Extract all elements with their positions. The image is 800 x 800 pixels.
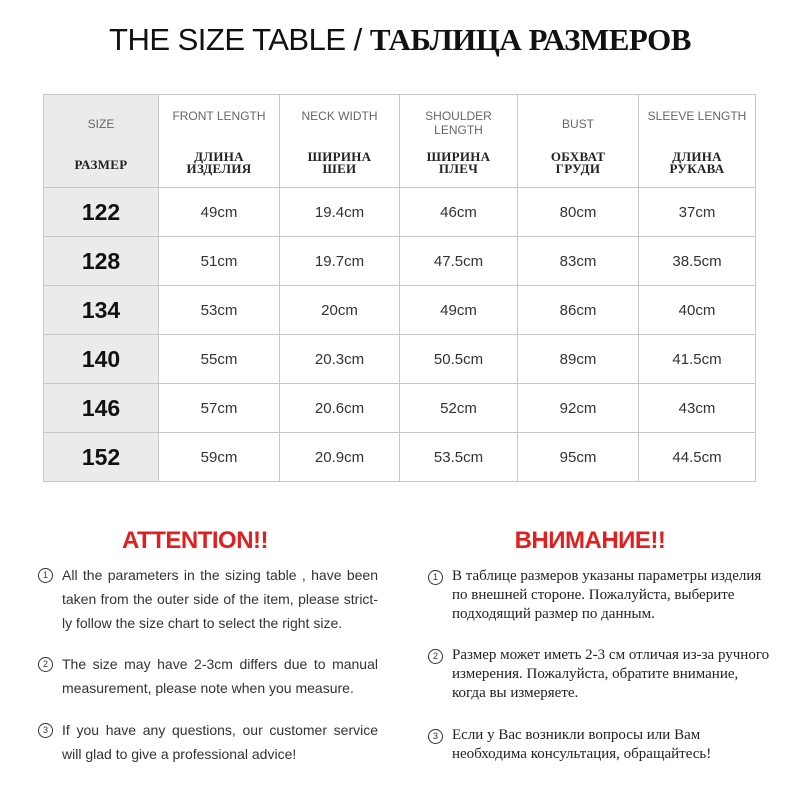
note-text: If you have any questions, our customer service will glad to give a professional advice! <box>62 722 378 762</box>
header-size <box>44 95 159 188</box>
table-cell: 47.5cm <box>400 237 518 286</box>
circled-number-icon: 2 <box>428 649 443 664</box>
header-label-ru: РАЗМЕР <box>74 157 128 172</box>
table-cell: 53.5cm <box>400 433 518 482</box>
table-cell: 20cm <box>280 286 400 335</box>
header-label-ru: ДЛИНА ИЗДЕЛИЯ <box>186 149 252 176</box>
table-cell: 49cm <box>159 188 280 237</box>
note-text: The size may have 2-3cm differs due to manual measurement, please note when you measure. <box>62 656 378 696</box>
header-label-ru: ШИРИНА ПЛЕЧ <box>426 149 491 176</box>
table-cell: 49cm <box>400 286 518 335</box>
table-cell: 20.6cm <box>280 384 400 433</box>
size-cell: 122 <box>44 188 159 237</box>
table-row <box>44 384 756 433</box>
table-row <box>44 188 756 237</box>
table-cell: 19.4cm <box>280 188 400 237</box>
table-row <box>44 335 756 384</box>
table-cell: 50.5cm <box>400 335 518 384</box>
table-cell: 57cm <box>159 384 280 433</box>
header-shoulder-length <box>400 95 518 188</box>
header-neck-width <box>280 95 400 188</box>
header-label-en: SHOULDER LENGTH <box>425 109 492 137</box>
note-ru-1 <box>428 567 773 624</box>
size-cell: 146 <box>44 384 159 433</box>
table-cell: 40cm <box>639 286 756 335</box>
table-cell: 20.3cm <box>280 335 400 384</box>
table-cell: 41.5cm <box>639 335 756 384</box>
table-cell: 43cm <box>639 384 756 433</box>
table-cell: 89cm <box>518 335 639 384</box>
header-label-ru: ДЛИНА РУКАВА <box>669 149 725 176</box>
attention-heading-ru: ВНИМАНИЕ!! <box>514 527 666 554</box>
title-ru: ТАБЛИЦА РАЗМЕРОВ <box>369 22 691 57</box>
table-row <box>44 286 756 335</box>
note-en-2 <box>38 652 378 700</box>
page-title <box>0 22 800 58</box>
circled-number-icon: 3 <box>428 729 443 744</box>
circled-number-icon: 1 <box>428 570 443 585</box>
header-bust <box>518 95 639 188</box>
table-cell: 86cm <box>518 286 639 335</box>
table-row <box>44 433 756 482</box>
circled-number-icon: 1 <box>38 568 53 583</box>
table-row <box>44 237 756 286</box>
note-en-3 <box>38 718 378 766</box>
note-text: All the parameters in the sizing table , have been taken from the outer side of the item, please strict-ly follow the size chart to select the right size. <box>62 567 378 631</box>
header-front-length <box>159 95 280 188</box>
size-table <box>43 94 756 482</box>
header-label-en: FRONT LENGTH <box>172 109 266 123</box>
header-sleeve-length <box>639 95 756 188</box>
table-cell: 44.5cm <box>639 433 756 482</box>
note-ru-3 <box>428 726 773 764</box>
table-cell: 59cm <box>159 433 280 482</box>
header-label-en: BUST <box>561 117 594 131</box>
table-header-row <box>44 95 756 188</box>
note-text: В таблице размеров указаны параметры изделия по внешней стороне. Пожалуйста, выберите подходящий размер по данным. <box>452 568 762 622</box>
table-cell: 53cm <box>159 286 280 335</box>
size-cell: 134 <box>44 286 159 335</box>
size-cell: 152 <box>44 433 159 482</box>
table-cell: 37cm <box>639 188 756 237</box>
table-cell: 19.7cm <box>280 237 400 286</box>
header-label-en: NECK WIDTH <box>301 109 378 123</box>
header-label-en: SIZE <box>87 117 115 131</box>
table-cell: 83cm <box>518 237 639 286</box>
note-text: Если у Вас возникли вопросы или Вам необходима консультация, обращайтесь! <box>452 727 712 762</box>
table-cell: 46cm <box>400 188 518 237</box>
table-cell: 55cm <box>159 335 280 384</box>
table-cell: 95cm <box>518 433 639 482</box>
note-ru-2 <box>428 646 773 703</box>
note-text: Размер может иметь 2-3 см отличая из-за ручного измерения. Пожалуйста, обратите внимание, когда вы измеряете. <box>452 647 770 701</box>
header-label-en: SLEEVE LENGTH <box>647 109 747 123</box>
table-cell: 20.9cm <box>280 433 400 482</box>
note-en-1 <box>38 563 378 635</box>
header-label-ru: ОБХВАТ ГРУДИ <box>550 149 606 176</box>
header-label-ru: ШИРИНА ШЕИ <box>307 149 372 176</box>
table-cell: 52cm <box>400 384 518 433</box>
table-cell: 51cm <box>159 237 280 286</box>
table-cell: 38.5cm <box>639 237 756 286</box>
circled-number-icon: 2 <box>38 657 53 672</box>
table-cell: 92cm <box>518 384 639 433</box>
attention-heading-en: ATTENTION!! <box>121 527 269 554</box>
title-en: THE SIZE TABLE / <box>109 22 362 57</box>
table-cell: 80cm <box>518 188 639 237</box>
size-cell: 140 <box>44 335 159 384</box>
size-cell: 128 <box>44 237 159 286</box>
circled-number-icon: 3 <box>38 723 53 738</box>
